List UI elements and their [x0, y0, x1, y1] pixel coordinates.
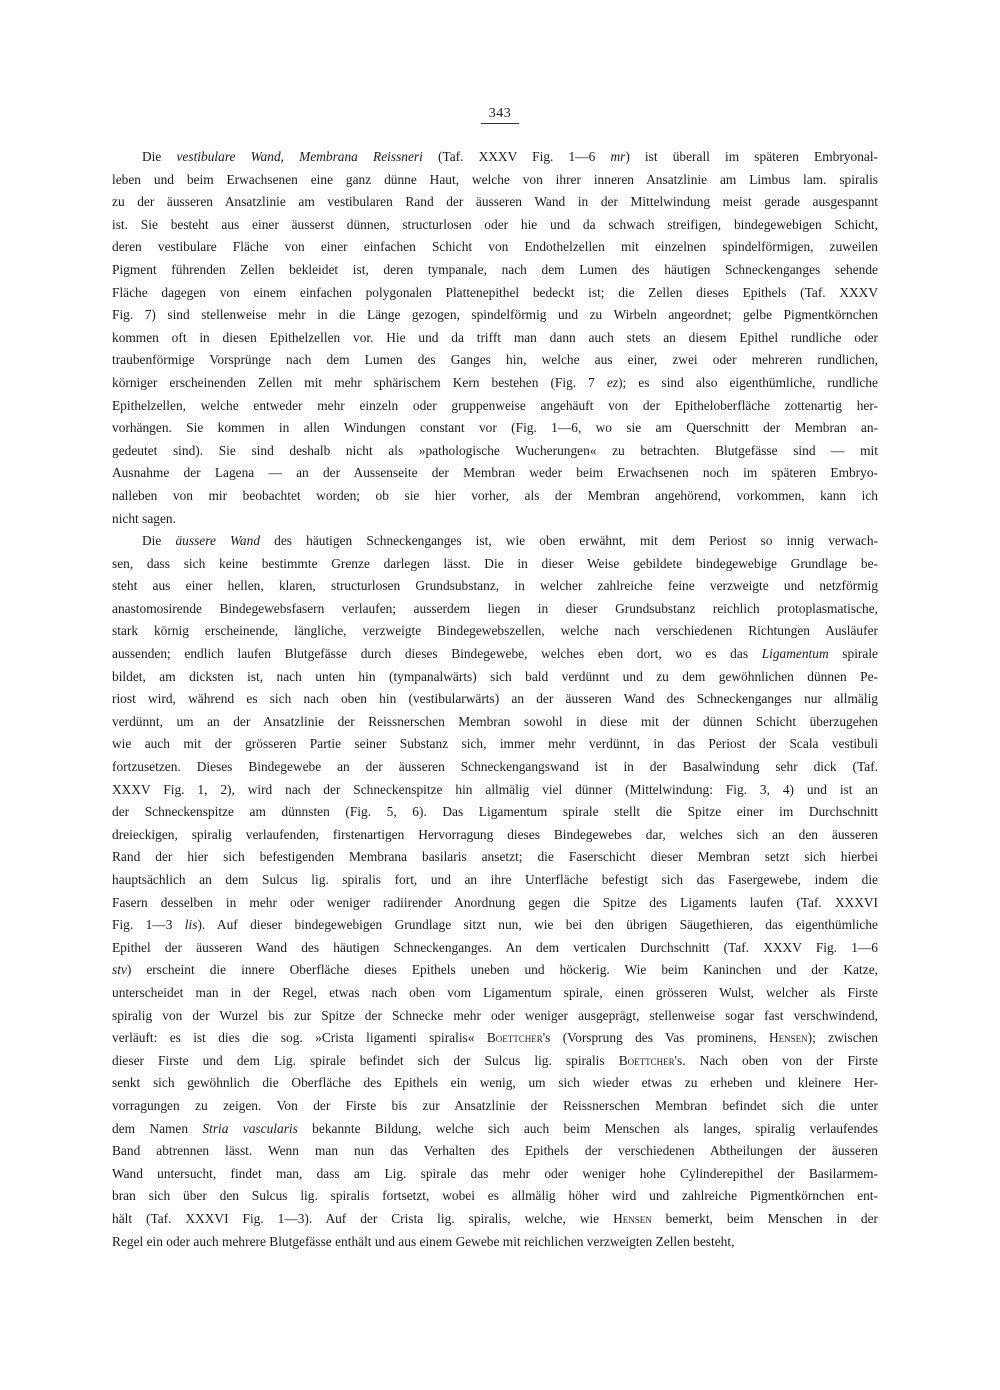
text-line	[112, 485, 878, 508]
italic-term: Ligamentum	[761, 646, 829, 662]
text-run: ). Auf dieser bindegewebigen Grundlage sitzt nun, wie bei den übrigen Säugethieren, das eigenthümliche	[197, 917, 879, 933]
text-run: 's. Nach oben von der Firste	[674, 1052, 878, 1068]
text-run: körniger erscheinenden Zellen mit mehr sphärischem Kern bestehen (Fig. 7	[112, 374, 607, 390]
text-run: wie auch mit der grösseren Partie seiner Substanz sich, immer mehr verdünnt, in das Periost der Scala vestibuli	[112, 736, 878, 752]
text-run: Pigment führenden Zellen bekleidet ist, deren tympanale, nach dem Lumen des häutigen Schneckenganges sehende	[112, 261, 878, 277]
italic-term: mr	[610, 149, 626, 164]
paragraph	[112, 530, 878, 1253]
text-line	[112, 688, 878, 711]
text-run: ) ist überall im späteren Embryonal-	[625, 149, 879, 164]
text-run: Wand untersucht, findet man, dass am Lig. spirale das mehr oder weniger hohe Cylinderepithel der Basilarmem-	[112, 1165, 878, 1181]
text-line	[112, 1027, 878, 1050]
text-run: leben und beim Erwachsenen eine ganz dünne Haut, welche von ihrer inneren Ansatzlinie am Limbus lam. spiralis	[112, 171, 878, 187]
text-run: Fasern desselben in mehr oder weniger radiirender Anordnung gegen die Spitze des Ligaments laufen (Taf. XXXVI	[112, 894, 878, 910]
text-run: zu der äusseren Ansatzlinie am vestibularen Rand der äusseren Wand in der Mittelwindung meist gerade ausgespannt	[112, 194, 878, 210]
text-run: bemerkt, beim Menschen in der	[651, 1210, 878, 1226]
text-run: senkt sich gewöhnlich die Oberfläche des Epithels ein wenig, um sich wieder etwas zu erheben und kleinere Her-	[112, 1075, 878, 1091]
text-line	[112, 191, 878, 214]
text-line	[112, 869, 878, 892]
text-run: ist. Sie besteht aus einer äusserst dünnen, structurlosen oder hie und da schwach streifigen, bindegewebigen Schicht,	[112, 216, 878, 232]
text-run: fortzusetzen. Dieses Bindegewebe an der äusseren Schneckengangswand ist in der Basalwindung sehr dick (Taf.	[112, 759, 878, 775]
text-line	[112, 1140, 878, 1163]
text-line	[112, 733, 878, 756]
text-run: Epithel der äusseren Wand des häutigen Schneckenganges. An dem verticalen Durchschnitt (Taf. XXXV Fig. 1—6	[112, 939, 878, 955]
text-run: bran sich über den Sulcus lig. spiralis fortsetzt, wobei es allmälig höher wird und zahlreiche Pigmentkörnchen ent-	[112, 1188, 878, 1204]
text-run: spiralig von der Wurzel bis zur Spitze der Schnecke mehr oder weniger ausgeprägt, stellenweise sogar fast verschwindend,	[112, 1007, 878, 1023]
text-run: aussenden; endlich laufen Blutgefässe durch dieses Bindegewebe, welches eben dort, wo es das	[112, 646, 762, 662]
text-line	[112, 304, 878, 327]
text-line	[112, 349, 878, 372]
text-run: verdünnt, um an der Ansatzlinie der Reissnerschen Membran sowohl in diese mit der dünnen Schicht überzugehen	[112, 713, 878, 729]
text-line	[112, 259, 878, 282]
text-run: Fläche dagegen von einem einfachen polygonalen Plattenepithel bedeckt ist; die Zellen dieses Epithels (Taf. XXXV	[112, 284, 878, 300]
text-line	[112, 462, 878, 485]
text-run: ) erscheint die innere Oberfläche dieses Epithels uneben und höckerig. Wie beim Kaninchen und der Katze,	[126, 962, 878, 978]
text-line	[112, 553, 878, 576]
text-line	[112, 440, 878, 463]
text-line	[112, 959, 878, 982]
text-line	[112, 620, 878, 643]
text-run: Die	[142, 533, 176, 549]
italic-term: äussere Wand	[175, 533, 261, 549]
author-name: Hensen	[613, 1210, 652, 1226]
text-run: Fig. 1—3	[112, 917, 185, 933]
text-run: dieser Firste und dem Lig. spirale befindet sich der Sulcus lig. spiralis	[112, 1052, 619, 1068]
text-run: gedeutet sind). Sie sind deshalb nicht als »pathologische Wucherungen« zu betrachten. Blutgefässe sind — mit	[112, 442, 878, 458]
italic-term: lis	[184, 917, 198, 933]
text-line	[112, 598, 878, 621]
text-line	[112, 1005, 878, 1028]
author-name: Boettcher	[618, 1052, 675, 1068]
text-run: vorhängen. Sie kommen in allen Windungen constant vor (Fig. 1—6, wo sie am Querschnitt der Membran an-	[112, 420, 878, 436]
text-line	[112, 666, 878, 689]
author-name: Hensen	[768, 1030, 808, 1046]
text-run: bekannte Bildung, welche sich auch beim Menschen als langes, spiralig verlaufendes	[297, 1120, 879, 1136]
text-line	[112, 236, 878, 259]
text-line	[112, 892, 878, 915]
text-run: Ausnahme der Lagena — an der Aussenseite der Membran weder beim Erwachsenen noch im späteren Embryo-	[112, 465, 878, 481]
text-run: deren vestibulare Fläche von einer einfachen Schicht von Endothelzellen mit einzelnen spindelförmigen, zuweilen	[112, 239, 878, 255]
text-line	[112, 1095, 878, 1118]
text-run: 's (Vorsprung des Vas prominens,	[542, 1030, 769, 1046]
paragraph	[112, 146, 878, 530]
text-run: des häutigen Schneckenganges ist, wie oben erwähnt, mit dem Periost so innig verwach-	[260, 533, 878, 549]
text-line	[112, 575, 878, 598]
text-run: dreieckigen, spiralig verlaufenden, firstenartigen Hervorragung dieses Bindegewebes dar, welches sich an den äusseren	[112, 826, 878, 842]
text-run: stark körnig erscheinende, längliche, verzweigte Bindegewebszellen, welche nach verschiedenen Richtungen Ausläufer	[112, 623, 878, 639]
text-line	[112, 711, 878, 734]
text-run: Regel ein oder auch mehrere Blutgefässe enthält und aus einem Gewebe mit reichlichen verzweigten Zellen besteht,	[112, 1233, 735, 1249]
text-line	[112, 982, 878, 1005]
text-line	[112, 937, 878, 960]
body-text	[112, 146, 878, 1253]
text-line	[112, 508, 878, 531]
text-line	[112, 417, 878, 440]
text-line	[112, 1118, 878, 1141]
text-line	[112, 1050, 878, 1073]
text-line	[112, 214, 878, 237]
text-run: der Schneckenspitze am dünnsten (Fig. 5, 6). Das Ligamentum spirale stellt die Spitze einer im Durchschnitt	[112, 804, 878, 820]
text-line	[112, 372, 878, 395]
text-line	[112, 1231, 878, 1254]
text-line	[112, 146, 878, 169]
text-run: Die	[142, 149, 177, 164]
text-line	[112, 327, 878, 350]
text-run: dem Namen	[112, 1120, 203, 1136]
page-number	[0, 106, 1000, 124]
text-run: bildet, am dicksten ist, nach unten hin (tympanalwärts) sich bald verdünnt und zu dem gewöhnlichen dünnen Pe-	[112, 668, 878, 684]
text-run: riost wird, während es sich nach oben hin (vestibularwärts) an der äusseren Wand des Schneckenganges nur allmälig	[112, 691, 878, 707]
text-line	[112, 914, 878, 937]
text-run: kommen oft in diesen Epithelzellen vor. Hie und da trifft man dann auch stets an diesem Epithel rundliche oder	[112, 329, 878, 345]
text-run: Rand der hier sich befestigenden Membrana basilaris ansetzt; die Faserschicht dieser Membran setzt sich hierbei	[112, 849, 878, 865]
italic-term: stv	[112, 962, 127, 978]
text-run: sen, dass sich keine bestimmte Grenze darlegen lässt. Die in dieser Weise gebildete bindegewebige Grundlage be-	[112, 555, 878, 571]
author-name: Boettcher	[486, 1030, 543, 1046]
text-run: anastomosirende Bindegewebsfasern verlaufen; ausserdem liegen in dieser Grundsubstanz reichlich protoplasmatische,	[112, 600, 878, 616]
italic-term: Stria vascularis	[202, 1120, 298, 1136]
text-line	[112, 1163, 878, 1186]
text-line	[112, 169, 878, 192]
page-number-text: 343	[481, 106, 520, 124]
text-line	[112, 1185, 878, 1208]
italic-term: vestibulare Wand, Membrana Reissneri	[176, 149, 423, 164]
text-line	[112, 824, 878, 847]
text-run: nicht sagen.	[112, 510, 176, 526]
text-line	[112, 801, 878, 824]
text-line	[112, 643, 878, 666]
text-run: ); es sind also eigenthümliche, rundliche	[618, 374, 878, 390]
text-run: ); zwischen	[807, 1030, 878, 1046]
text-run: vorragungen zu zeigen. Von der Firste bis zur Ansatzlinie der Reissnerschen Membran befindet sich die unter	[112, 1097, 878, 1113]
text-line	[112, 282, 878, 305]
text-line	[112, 395, 878, 418]
text-run: steht aus einer hellen, klaren, structurlosen Grundsubstanz, in welcher zahlreiche feine verzweigte und netzförmig	[112, 578, 878, 594]
text-run: traubenförmige Vorsprünge nach dem Lumen des Ganges hin, welche aus einer, zwei oder mehreren rundlichen,	[112, 352, 878, 368]
text-run: spirale	[828, 646, 878, 662]
text-run: Band abtrennen lässt. Wenn man nun das Verhalten des Epithels der verschiedenen Abtheilungen der äusseren	[112, 1143, 878, 1159]
text-run: hält (Taf. XXXVI Fig. 1—3). Auf der Crista lig. spiralis, welche, wie	[112, 1210, 614, 1226]
text-line	[112, 756, 878, 779]
text-line	[112, 846, 878, 869]
text-line	[112, 1208, 878, 1231]
text-line	[112, 530, 878, 553]
text-run: nalleben von mir beobachtet worden; ob sie hier vorher, als der Membran angehörend, vorkommen, kann ich	[112, 487, 878, 503]
text-run: verläuft: es ist dies die sog. »Crista ligamenti spiralis«	[112, 1030, 487, 1046]
text-line	[112, 779, 878, 802]
italic-term: ez	[606, 374, 619, 390]
text-line	[112, 1072, 878, 1095]
text-run: hauptsächlich an dem Sulcus lig. spiralis fort, und an ihre Unterfläche befestigt sich das Fasergewebe, indem die	[112, 872, 878, 887]
text-run: Epithelzellen, welche entweder mehr einzeln oder gruppenweise angehäuft von der Epitheloberfläche zottenartig her-	[112, 397, 878, 413]
text-run: unterscheidet man in der Regel, etwas nach oben vom Ligamentum spirale, einen grösseren Wulst, welcher als Firste	[112, 984, 878, 1000]
text-run: Fig. 7) sind stellenweise mehr in die Länge gezogen, spindelförmig und zu Wirbeln angeordnet; gelbe Pigmentkörnchen	[112, 307, 878, 323]
text-run: (Taf. XXXV Fig. 1—6	[422, 149, 611, 164]
text-run: XXXV Fig. 1, 2), wird nach der Schneckenspitze hin allmälig viel dünner (Mittelwindung: Fig. 3, 4) und ist an	[112, 781, 878, 797]
